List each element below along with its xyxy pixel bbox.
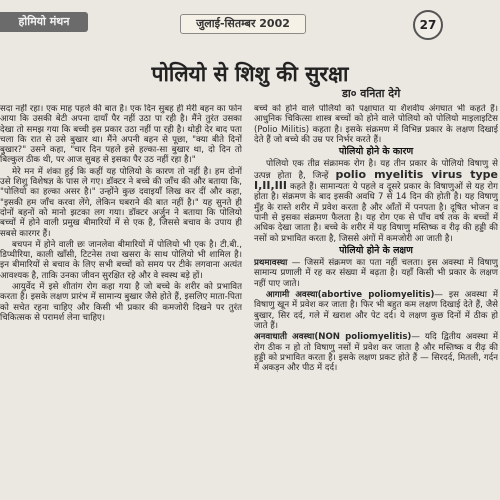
stage-3-term: अनवाधाती अवस्था(NON poliomyelitis): [254, 332, 412, 343]
page-number: 27: [413, 10, 443, 40]
section-heading-symptoms: पोलियो होने के लक्षण: [339, 244, 413, 256]
right-paragraph-2: [254, 159, 498, 243]
right-column: [254, 104, 498, 500]
stage-2-term: आगामी अवस्था(abortive poliomyelitis): [266, 290, 435, 301]
right-paragraph-2-end: कहते हैं। सामान्यतः ये पहले व दूसरे प्रकार के विषाणुओं से यह रोग होता है। संक्रमण के बाद इसकी अवधि 7 से 14 दिन की होती है। यह विषाणु मुँह के रास्ते शरीर में प्रवेश करता है और आँतों में पनपता है। दूषित भोजन व पानी से इसका संक्रमण फैलता है। यह रोग एक से पाँच वर्ष तक के बच्चों में अधिक देखा जाता है। बच्चे के शरीर में यह विषाणु मस्तिष्क व रीढ़ की हड्डी की नसों को प्रभावित करता है, जिससे अंगों में कमजोरी आ जाती है।: [254, 182, 498, 244]
stage-3-text: — यदि द्वितीय अवस्था में रोग ठीक न हो तो विषाणु नसों में प्रवेश कर जाता है और मस्तिष्क व रीढ़ की हड्डी को प्रभावित करता है। इसके लक्षण प्रकट होते हैं — सिरदर्द, मितली, गर्दन में अकड़न और पीठ में दर्द।: [254, 332, 498, 374]
article-title: पोलियो से शिशु की सुरक्षा: [151, 61, 349, 86]
right-paragraph-2-start: पोलियो एक तीव्र संक्रामक रोग है। यह तीन प्रकार के पोलियो विषाणु से उत्पन्न होता है, जिन्हें: [254, 159, 498, 181]
left-paragraph-2: मेरे मन में शंका हुई कि कहीं यह पोलियो के कारण तो नहीं है। हम दोनों उसे शिशु विशेषज्ञ के पास ले गए। डॉक्टर ने बच्चे की जाँच की और बताया कि, "पोलियो का हल्का असर है।" उन्होंने कुछ दवाइयाँ लिख कर दीं और कहा, "इसकी हम जाँच करवा लेंगे, लेकिन घबराने की बात नहीं है।" यह सुनते ही दोनों बहनों को मानो झटका लग गया। डॉक्टर अर्जुन ने बताया कि पोलियो बच्चों में होने वाली प्रमुख बीमारियों में से एक है, जिससे बचाव के उपाय ही सबसे कारगर हैं।: [0, 166, 242, 239]
stage-3-paragraph: [254, 332, 498, 373]
stage-1-text: — जिसमें संक्रमण का पता नहीं चलता। इस अवस्था में विषाणु सामान्य प्रणाली में रह कर संख्या में बढ़ता है। यहाँ किसी भी प्रकार के लक्षण नहीं पाए जाते।: [254, 258, 498, 289]
stage-1-paragraph: [254, 258, 498, 289]
left-paragraph-3: बचपन में होने वाली छः जानलेवा बीमारियों में पोलियो भी एक है। टी.बी., डिप्थीरिया, काली खाँसी, टिटनेस तथा खसरा के साथ पोलियो भी शामिल है। इन बीमारियों से बचाव के लिए सभी बच्चों को समय पर टीके लगवाना अत्यंत आवश्यक है, ताकि उनका जीवन सुरक्षित रहे और वे स्वस्थ बड़े हों।: [0, 239, 242, 281]
virus-type-term: polio myelitis virus type I,II,III: [254, 167, 498, 193]
stage-2-paragraph: [254, 290, 498, 331]
stage-2-text: — इस अवस्था में विषाणु खून में प्रवेश कर जाता है। फिर भी बहुत कम लक्षण दिखाई देते हैं, जैसे बुखार, सिर दर्द, गले में खराश और पेट दर्द। ये लक्षण कुछ दिनों में ठीक हो जाते हैं।: [254, 290, 498, 331]
article-body: [0, 104, 500, 500]
stage-1-term: प्रथमावस्था: [254, 258, 288, 269]
section-label: होमियो मंथन: [0, 12, 88, 32]
right-paragraph-1: बच्चे को होने वाले पोलियो को पक्षाघात या शैशवीय अंगघात भी कहते हैं। आधुनिक चिकित्सा शास्त्र बच्चों को होने वाले पोलियो को पोलियो माइलाइटिस (Polio Militis) कहता है। इसके संक्रमण में विभिन्न प्रकार के लक्षण दिखाई देते हैं जो बच्चे की उम्र पर निर्भर करते हैं।: [254, 104, 498, 145]
issue-date: जुलाई-सितम्बर 2002: [180, 14, 306, 34]
section-heading-causes: पोलियो होने के कारण: [338, 146, 414, 158]
left-column: [0, 104, 242, 500]
article-author: डा० वनिता देगे: [342, 87, 401, 100]
left-paragraph-4: आयुर्वेद में इसे शीतांग रोग कहा गया है जो बच्चे के शरीर को प्रभावित करता है। इसके लक्षण प्रारंभ में सामान्य बुखार जैसे होते हैं, इसलिए माता-पिता को सचेत रहना चाहिए और किसी भी प्रकार की कमजोरी दिखने पर तुरंत चिकित्सक से परामर्श लेना चाहिए।: [0, 282, 242, 323]
left-paragraph-1: सदा नहीं रहा। एक माह पहले की बात है। एक दिन सुबह ही मेरी बहन का फोन आया कि उसकी बेटी अपना दायाँ पैर नहीं उठा पा रही है। मैंने तुरंत उसका देखा तो समझ गया कि बच्ची इस प्रकार उठा नहीं पा रही है। थोड़ी देर बाद पता चला कि रात से उसे बुखार था। मैंने अपनी बहन से पूछा, "क्या बीते दिनों बुखार?" उसने कहा, "चार दिन पहले इसे हल्का-सा बुखार था, दो दिन तो बिल्कुल ठीक थी, पर आज सुबह से इसका पैर उठ नहीं रहा है।": [0, 104, 242, 166]
